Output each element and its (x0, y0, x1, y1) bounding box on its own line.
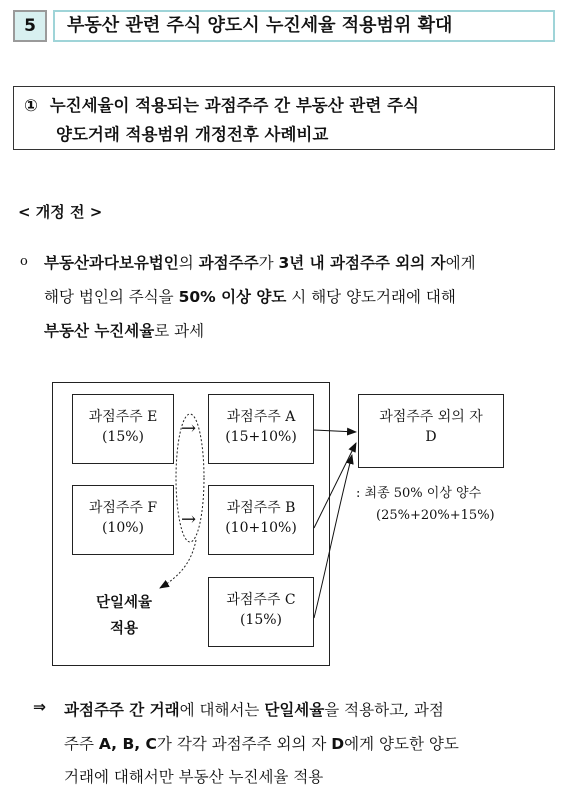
before-revision-label: < 개정 전 > (18, 203, 103, 221)
shareholder-b-pct: (10+10%) (225, 520, 297, 536)
term-oligopolistic-shareholder: 과점주주 (198, 254, 259, 272)
text: 로 과세 (154, 322, 205, 340)
shareholder-a-pct: (15+10%) (225, 429, 297, 445)
shareholder-c-pct: (15%) (239, 612, 283, 628)
subsection-text2: 양도거래 적용범위 개정전후 사례비교 (56, 125, 329, 144)
conclusion-line2 (64, 732, 459, 754)
section-title: 부동산 관련 주식 양도시 누진세율 적용범위 확대 (53, 10, 555, 42)
text: 주주 (64, 735, 99, 753)
arrow-e-to-a: → (181, 418, 197, 439)
shareholder-b-name: 과점주주 B (226, 500, 296, 516)
text: 에 대해서는 (179, 701, 265, 719)
arrow-c-to-d (314, 455, 352, 618)
bullet-marker: o (20, 254, 28, 269)
single-rate-line1: 단일세율 (95, 595, 153, 611)
term-50-percent: 50% 이상 양도 (178, 288, 287, 306)
final-50-breakdown: (25%+20%+15%) (376, 508, 495, 523)
arrow-f-to-b: → (181, 509, 197, 530)
term-inter-shareholder-trade: 과점주주 간 거래 (64, 701, 180, 719)
term-abc: A, B, C (98, 735, 157, 753)
text: 가 (258, 254, 279, 272)
term-real-estate-corp: 부동산과다보유법인 (44, 254, 179, 272)
single-rate-dotted-arrow (160, 540, 196, 588)
outsider-d-name: 과점주주 외의 자 (379, 409, 483, 425)
shareholder-f-pct: (10%) (101, 520, 145, 536)
text: 에게 양도한 양도 (344, 735, 459, 753)
shareholder-e-name: 과점주주 E (88, 409, 158, 425)
conclusion-line1 (64, 698, 444, 720)
single-rate-label (72, 590, 176, 642)
text: 에게 (445, 254, 476, 272)
outsider-d-letter: D (425, 429, 437, 445)
shareholder-e-pct: (15%) (101, 429, 145, 445)
conclusion-arrow: ⇒ (33, 698, 46, 716)
text: 을 적용하고, 과점 (324, 701, 444, 719)
final-50-note: : 최종 50% 이상 양수 (356, 486, 482, 501)
shareholder-a-name: 과점주주 A (226, 409, 296, 425)
text: 의 (178, 254, 199, 272)
text: 해당 법인의 주식을 (44, 288, 179, 306)
section-number: 5 (13, 10, 47, 42)
text: 시 해당 양도거래에 대해 (286, 288, 456, 306)
single-rate-ellipse (176, 414, 204, 542)
arrow-b-to-d (314, 443, 356, 528)
shareholder-c-name: 과점주주 C (226, 592, 296, 608)
subsection-text1: 누진세율이 적용되는 과점주주 간 부동산 관련 주식 (49, 96, 419, 115)
arrow-a-to-d (314, 430, 356, 432)
shareholder-f-name: 과점주주 F (88, 500, 158, 516)
term-single-rate: 단일세율 (264, 701, 325, 719)
term-progressive-rate: 부동산 누진세율 (44, 322, 155, 340)
text: 가 각각 과점주주 외의 자 (156, 735, 332, 753)
conclusion-line3: 거래에 대해서만 부동산 누진세율 적용 (64, 768, 324, 786)
subsection-marker: ① (24, 96, 38, 115)
single-rate-line2: 적용 (109, 621, 138, 637)
term-d: D (331, 735, 345, 753)
term-within-3-years: 3년 내 과점주주 외의 자 (278, 254, 446, 272)
